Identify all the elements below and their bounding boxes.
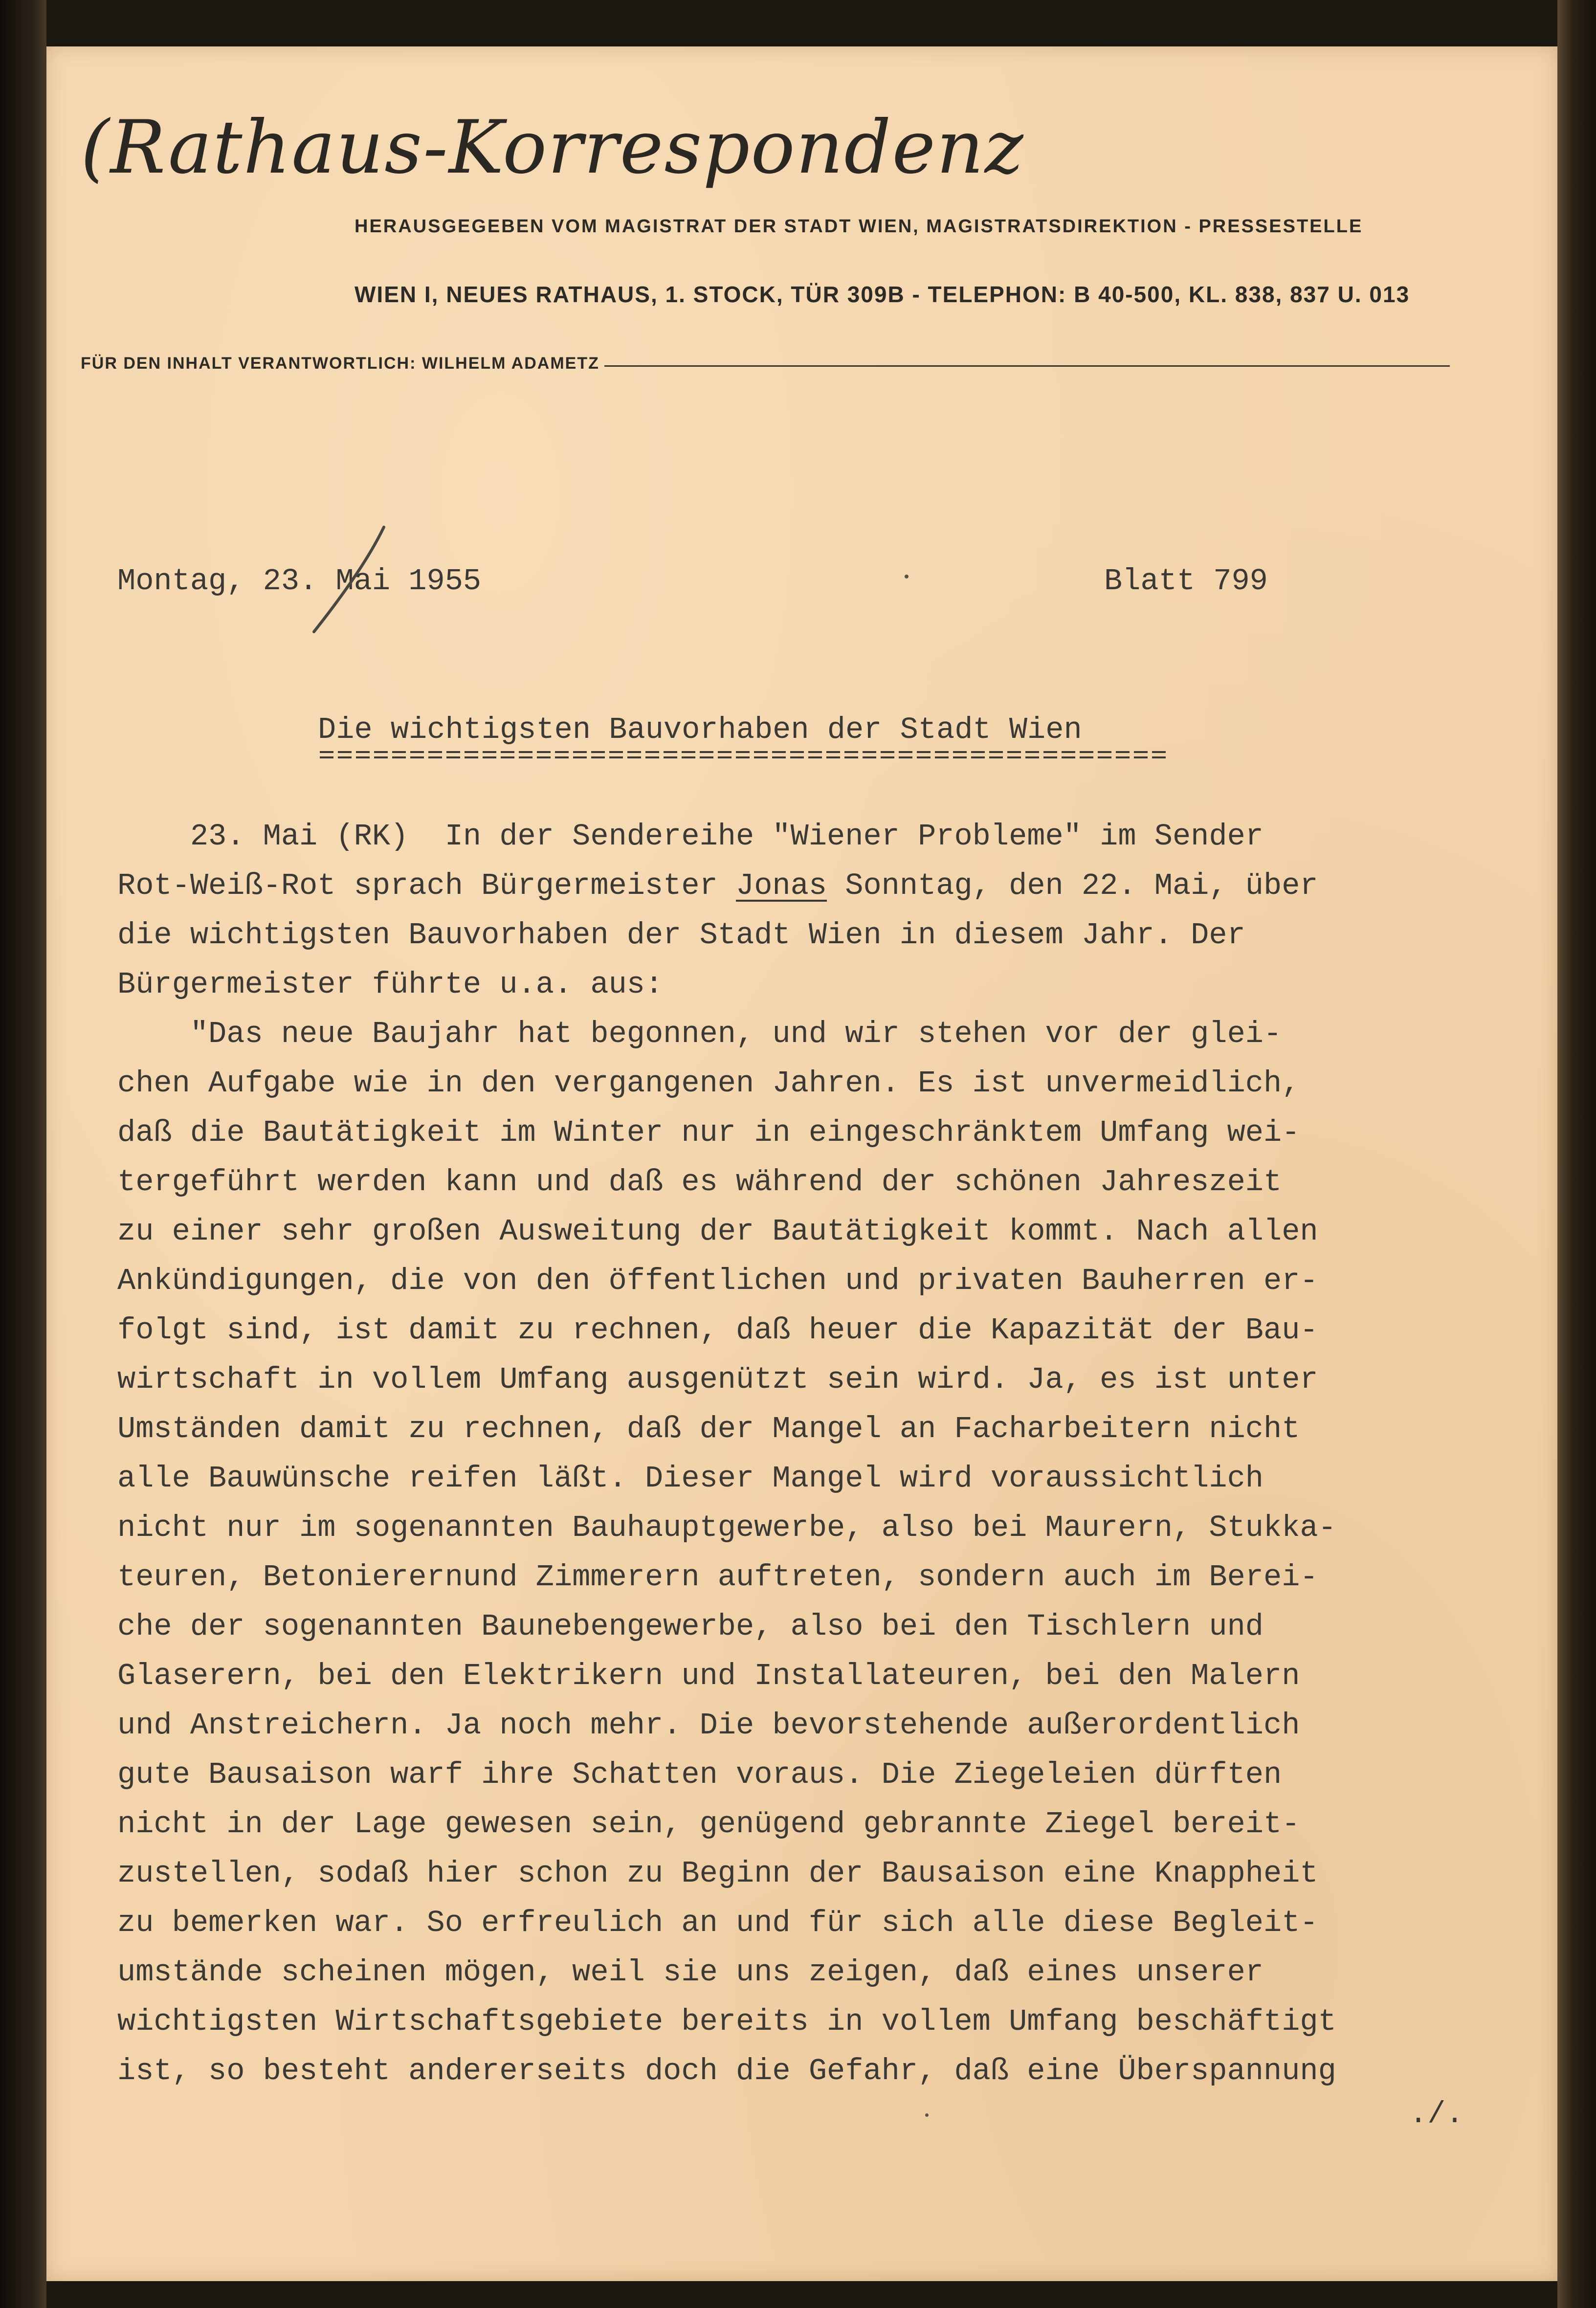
body-line: Umständen damit zu rechnen, daß der Mangel an Facharbeitern nicht [117,1412,1300,1446]
page-edge-shadow [1557,0,1596,2308]
body-line: folgt sind, ist damit zu rechnen, daß heuer die Kapazität der Bau- [117,1313,1318,1348]
body-line: Ankündigungen, die von den öffentlichen und privaten Bauherren er- [117,1264,1318,1298]
body-line-part: Sonntag, den 22. Mai, über [827,868,1318,903]
body-line: alle Bauwünsche reifen läßt. Dieser Mangel wird voraussichtlich [117,1461,1264,1496]
pen-mark-icon [303,523,391,636]
body-line: wirtschaft in vollem Umfang ausgenützt sein wird. Ja, es ist unter [117,1362,1318,1397]
body-line: nicht nur im sogenannten Bauhauptgewerbe, also bei Maurern, Stukka- [117,1510,1336,1545]
mayor-name: Jonas [736,868,827,903]
stray-dot [925,2113,929,2117]
body-line: "Das neue Baujahr hat begonnen, und wir stehen vor der glei- [117,1017,1282,1051]
body-line: zu einer sehr großen Ausweitung der Bautätigkeit kommt. Nach allen [117,1214,1318,1249]
title-double-underline [318,748,1166,762]
body-line: ist, so besteht andererseits doch die Gefahr, daß eine Überspannung [117,2054,1336,2088]
stray-dot [905,575,909,578]
body-line: zustellen, sodaß hier schon zu Beginn der Bausaison eine Knappheit [117,1856,1318,1891]
body-line: Glaserern, bei den Elektrikern und Installateuren, bei den Malern [117,1659,1300,1693]
body-line: tergeführt werden kann und daß es während der schönen Jahreszeit [117,1165,1282,1199]
masthead-address: WIEN I, NEUES RATHAUS, 1. STOCK, TÜR 309B - TELEPHON: B 40-500, KL. 838, 837 U. 013 [355,282,1410,307]
body-line: chen Aufgabe wie in den vergangenen Jahren. Es ist unvermeidlich, [117,1066,1300,1101]
body-line: daß die Bautätigkeit im Winter nur in eingeschränktem Umfang wei- [117,1115,1300,1150]
body-line: 23. Mai (RK) In der Sendereihe "Wiener Probleme" im Sender [117,819,1264,854]
masthead-responsible-row [81,351,1450,376]
body-line: teuren, Betonierernund Zimmerern auftreten, sondern auch im Berei- [117,1560,1318,1595]
body-line: und Anstreichern. Ja noch mehr. Die bevorstehende außerordentlich [117,1708,1300,1743]
article-title: Die wichtigsten Bauvorhaben der Stadt Wien [318,712,1082,747]
body-line-part: Rot-Weiß-Rot sprach Bürgermeister [117,868,736,903]
body-line: wichtigsten Wirtschaftsgebiete bereits in vollem Umfang beschäftigt [117,2004,1336,2039]
body-line: zu bemerken war. So erfreulich an und für sich alle diese Begleit- [117,1906,1318,1940]
binding-spine [0,0,46,2308]
masthead-rule [604,365,1450,367]
dateline-date: Montag, 23. Mai 1955 [117,564,482,599]
masthead-title: (Rathaus-Korrespondenz [81,105,1024,190]
masthead-responsible: FÜR DEN INHALT VERANTWORTLICH: WILHELM ADAMETZ [81,354,599,373]
article-body [117,812,1486,2096]
body-line: nicht in der Lage gewesen sein, genügend gebrannte Ziegel bereit- [117,1807,1300,1842]
body-line [117,861,1486,910]
masthead-publisher: HERAUSGEGEBEN VOM MAGISTRAT DER STADT WIEN, MAGISTRATSDIREKTION - PRESSESTELLE [355,216,1363,237]
sheet-number: Blatt 799 [1104,564,1268,599]
body-line: Bürgermeister führte u.a. aus: [117,967,664,1002]
continuation-mark: ./. [1409,2097,1464,2131]
body-line: umstände scheinen mögen, weil sie uns zeigen, daß eines unserer [117,1955,1264,1990]
body-line: die wichtigsten Bauvorhaben der Stadt Wien in diesem Jahr. Der [117,918,1245,953]
body-line: gute Bausaison warf ihre Schatten voraus. Die Ziegeleien dürften [117,1757,1282,1792]
body-line: che der sogenannten Baunebengewerbe, also bei den Tischlern und [117,1609,1264,1644]
